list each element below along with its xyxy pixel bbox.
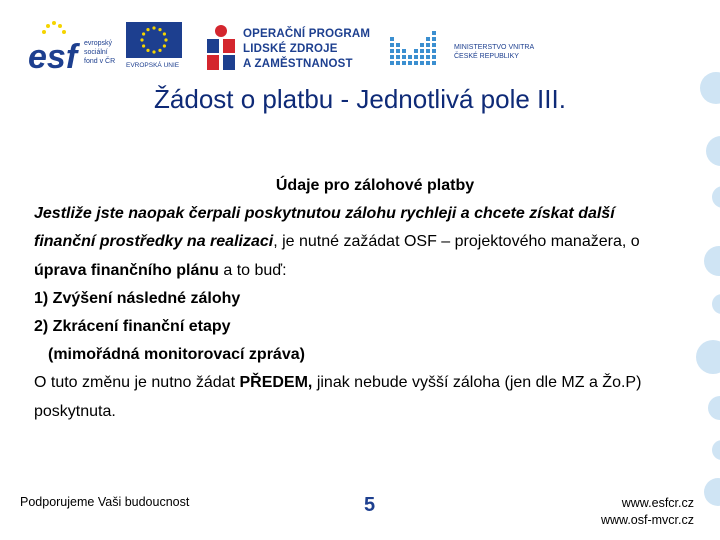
ministry-caption: MINISTERSTVO VNITRA ČESKÉ REPUBLIKY [454, 44, 535, 60]
eu-flag [126, 22, 182, 58]
list-item-2-note: (mimořádná monitorovací zpráva) [48, 346, 305, 364]
op-lzz-logo [203, 24, 239, 72]
op-lzz-caption: OPERAČNÍ PROGRAM LIDSKÉ ZDROJE A ZAMĚSTNANOST [243, 28, 371, 70]
footer-links [601, 495, 694, 529]
esf-mark: esf [28, 38, 78, 72]
eu-logo [126, 22, 182, 70]
slide-title: Žádost o platbu - Jednotlivá pole III. [154, 84, 566, 114]
page-number: 5 [364, 494, 376, 516]
list-item-1: 1) Zvýšení následné zálohy [34, 289, 241, 307]
paragraph-2: O tuto změnu je nutno žádat PŘEDEM, jinak nebude vyšší záloha (jen dle MZ a Žo.P) poskytnuta. [34, 374, 642, 420]
slide-body [34, 172, 674, 426]
list-item-2: 2) Zkrácení finanční etapy [34, 318, 231, 336]
section-heading: Údaje pro zálohové platby [275, 177, 475, 194]
footer-link-esfcr[interactable]: www.esfcr.cz [621, 496, 694, 510]
paragraph-1: Jestliže jste naopak čerpali poskytnutou zálohu rychleji a chcete získat další finanční prostředky na realizaci, je nutné zažádat OSF – projektového manažera, o úprava finančního plánu a to buď: [34, 205, 640, 279]
esf-caption: evropský sociální fond v ČR [84, 40, 116, 65]
footer-link-osf[interactable]: www.osf-mvcr.cz [600, 513, 694, 527]
ministry-logo [388, 27, 448, 73]
eu-caption: EVROPSKÁ UNIE [126, 62, 180, 69]
footer-slogan: Podporujeme Vaši budoucnost [20, 495, 190, 509]
